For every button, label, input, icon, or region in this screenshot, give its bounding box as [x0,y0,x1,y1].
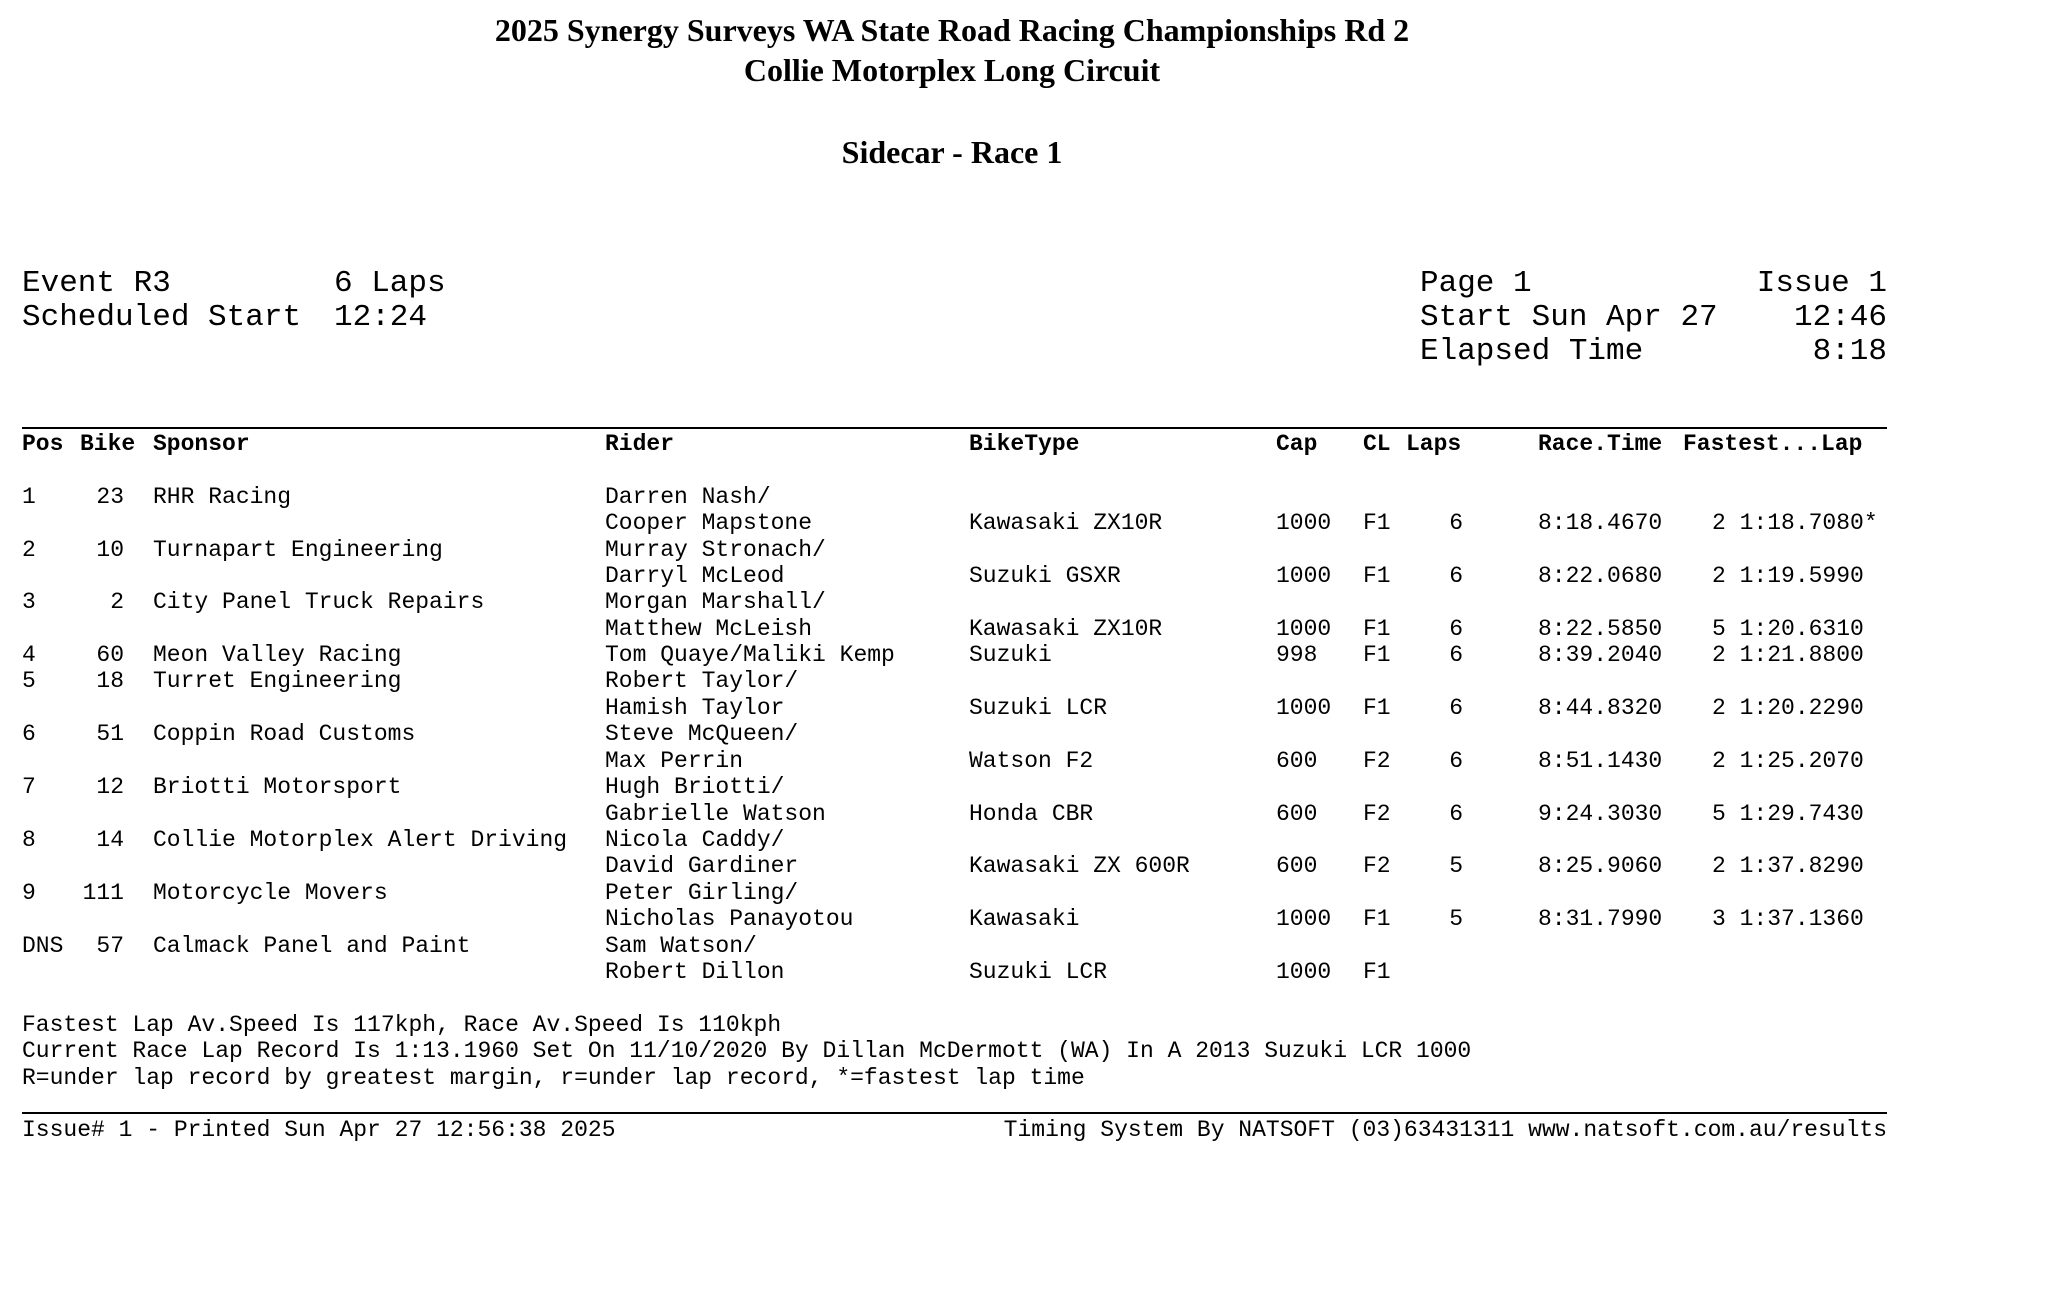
bike-number: 12 [96,774,124,800]
race-time: 8:44.8320 [1538,695,1663,721]
pos: 6 [22,721,36,747]
sponsor: Collie Motorplex Alert Driving [153,827,568,853]
bike-number: 51 [96,721,124,747]
capacity: 1000 [1276,563,1332,589]
class: F1 [1363,642,1391,668]
rider-2: Max Perrin [605,748,744,774]
class: F1 [1363,959,1391,985]
race-time: 8:51.1430 [1538,748,1663,774]
bike-number: 18 [96,668,124,694]
rider-2: Robert Dillon [605,959,785,985]
col-racetime: Race.Time [1538,431,1663,457]
bike-type: Kawasaki ZX 600R [969,853,1190,879]
rider-2: Hamish Taylor [605,695,785,721]
header-rule [22,427,1887,429]
pos: 5 [22,668,36,694]
pos: 2 [22,537,36,563]
bike-type: Suzuki LCR [969,959,1108,985]
capacity: 1000 [1276,906,1332,932]
speed-note: Fastest Lap Av.Speed Is 117kph, Race Av.Speed Is 110kph [22,1012,782,1038]
rider-1: Sam Watson/ [605,933,757,959]
class: F1 [1363,695,1391,721]
legend-note: R=under lap record by greatest margin, r=under lap record, *=fastest lap time [22,1065,1085,1091]
scheduled-start-label: Scheduled Start [22,300,302,335]
rider-1: Tom Quaye/Maliki Kemp [605,642,895,668]
rider-2: Cooper Mapstone [605,510,813,536]
fastest-lap: 2 1:20.2290 [1712,695,1864,721]
rider-1: Nicola Caddy/ [605,827,785,853]
rider-2: Gabrielle Watson [605,801,826,827]
rider-2: Darryl McLeod [605,563,785,589]
capacity: 998 [1276,642,1318,668]
pos: 7 [22,774,36,800]
rider-1: Peter Girling/ [605,880,799,906]
capacity: 1000 [1276,616,1332,642]
pos: 9 [22,880,36,906]
bike-number: 14 [96,827,124,853]
bike-type: Kawasaki ZX10R [969,510,1163,536]
sponsor: Turret Engineering [153,668,402,694]
rider-1: Murray Stronach/ [605,537,826,563]
laps: 6 [1449,748,1463,774]
race-time: 8:22.0680 [1538,563,1663,589]
col-pos: Pos [22,431,64,457]
sponsor: Meon Valley Racing [153,642,402,668]
footer-rule [22,1112,1887,1114]
laps: 6 [1449,616,1463,642]
scheduled-start-time: 12:24 [334,300,428,335]
rider-2: Nicholas Panayotou [605,906,854,932]
class: F1 [1363,563,1391,589]
rider-2: David Gardiner [605,853,799,879]
col-sponsor: Sponsor [153,431,250,457]
start-time: 12:46 [1793,300,1887,335]
championship-title: 2025 Synergy Surveys WA State Road Racing Championships Rd 2 [494,12,1410,48]
fastest-lap: 5 1:20.6310 [1712,616,1864,642]
capacity: 1000 [1276,959,1332,985]
class: F2 [1363,748,1391,774]
laps-label: 6 Laps [334,266,446,301]
bike-type: Kawasaki [969,906,1080,932]
race-time: 8:39.2040 [1538,642,1663,668]
laps: 6 [1449,510,1463,536]
bike-type: Kawasaki ZX10R [969,616,1163,642]
circuit-title: Collie Motorplex Long Circuit [743,52,1161,88]
col-fastest: Fastest...Lap [1683,431,1863,457]
fastest-lap: 2 1:37.8290 [1712,853,1864,879]
issue-printed: Issue# 1 - Printed Sun Apr 27 12:56:38 2025 [22,1117,616,1143]
col-cl: CL [1363,431,1391,457]
bike-number: 2 [110,589,124,615]
bike-number: 23 [96,484,124,510]
elapsed-time: 8:18 [1812,334,1887,369]
col-cap: Cap [1276,431,1318,457]
race-time: 9:24.3030 [1538,801,1663,827]
bike-type: Suzuki GSXR [969,563,1121,589]
class: F1 [1363,906,1391,932]
rider-1: Steve McQueen/ [605,721,799,747]
sponsor: City Panel Truck Repairs [153,589,485,615]
pos: 8 [22,827,36,853]
fastest-lap: 3 1:37.1360 [1712,906,1864,932]
pos: 1 [22,484,36,510]
class: F2 [1363,801,1391,827]
laps: 5 [1449,906,1463,932]
capacity: 600 [1276,801,1318,827]
laps: 6 [1449,563,1463,589]
capacity: 600 [1276,748,1318,774]
pos: DNS [22,933,64,959]
class: F2 [1363,853,1391,879]
race-time: 8:22.5850 [1538,616,1663,642]
col-laps: Laps [1406,431,1462,457]
race-title: Sidecar - Race 1 [841,134,1063,170]
col-bike: Bike [80,431,136,457]
bike-type: Suzuki [969,642,1052,668]
sponsor: Coppin Road Customs [153,721,416,747]
pos: 3 [22,589,36,615]
sponsor: RHR Racing [153,484,292,510]
fastest-lap: 5 1:29.7430 [1712,801,1864,827]
class: F1 [1363,510,1391,536]
class: F1 [1363,616,1391,642]
bike-number: 60 [96,642,124,668]
bike-type: Suzuki LCR [969,695,1108,721]
col-biketype: BikeType [969,431,1080,457]
capacity: 1000 [1276,510,1332,536]
rider-1: Robert Taylor/ [605,668,799,694]
bike-type: Honda CBR [969,801,1094,827]
sponsor: Briotti Motorsport [153,774,402,800]
laps: 5 [1449,853,1463,879]
bike-number: 10 [96,537,124,563]
start-label: Start Sun Apr 27 [1420,300,1718,335]
race-time: 8:18.4670 [1538,510,1663,536]
bike-number: 57 [96,933,124,959]
rider-2: Matthew McLeish [605,616,813,642]
sponsor: Motorcycle Movers [153,880,388,906]
fastest-lap: 2 1:18.7080* [1712,510,1878,536]
fastest-lap: 2 1:19.5990 [1712,563,1864,589]
laps: 6 [1449,695,1463,721]
page-label: Page 1 [1420,266,1532,301]
capacity: 1000 [1276,695,1332,721]
sponsor: Turnapart Engineering [153,537,443,563]
laps: 6 [1449,801,1463,827]
bike-type: Watson F2 [969,748,1094,774]
col-rider: Rider [605,431,675,457]
fastest-lap: 2 1:21.8800 [1712,642,1864,668]
capacity: 600 [1276,853,1318,879]
issue-label: Issue 1 [1756,266,1887,301]
rider-1: Hugh Briotti/ [605,774,785,800]
race-time: 8:25.9060 [1538,853,1663,879]
fastest-lap: 2 1:25.2070 [1712,748,1864,774]
pos: 4 [22,642,36,668]
lap-record-note: Current Race Lap Record Is 1:13.1960 Set On 11/10/2020 By Dillan McDermott (WA) In A 2013 Suzuki LCR 1000 [22,1038,1472,1064]
elapsed-label: Elapsed Time [1420,334,1644,369]
laps: 6 [1449,642,1463,668]
event-label: Event R3 [22,266,171,301]
sponsor: Calmack Panel and Paint [153,933,471,959]
rider-1: Morgan Marshall/ [605,589,826,615]
rider-1: Darren Nash/ [605,484,771,510]
race-time: 8:31.7990 [1538,906,1663,932]
timing-system: Timing System By NATSOFT (03)63431311 www.natsoft.com.au/results [1003,1117,1887,1143]
bike-number: 111 [82,880,124,906]
